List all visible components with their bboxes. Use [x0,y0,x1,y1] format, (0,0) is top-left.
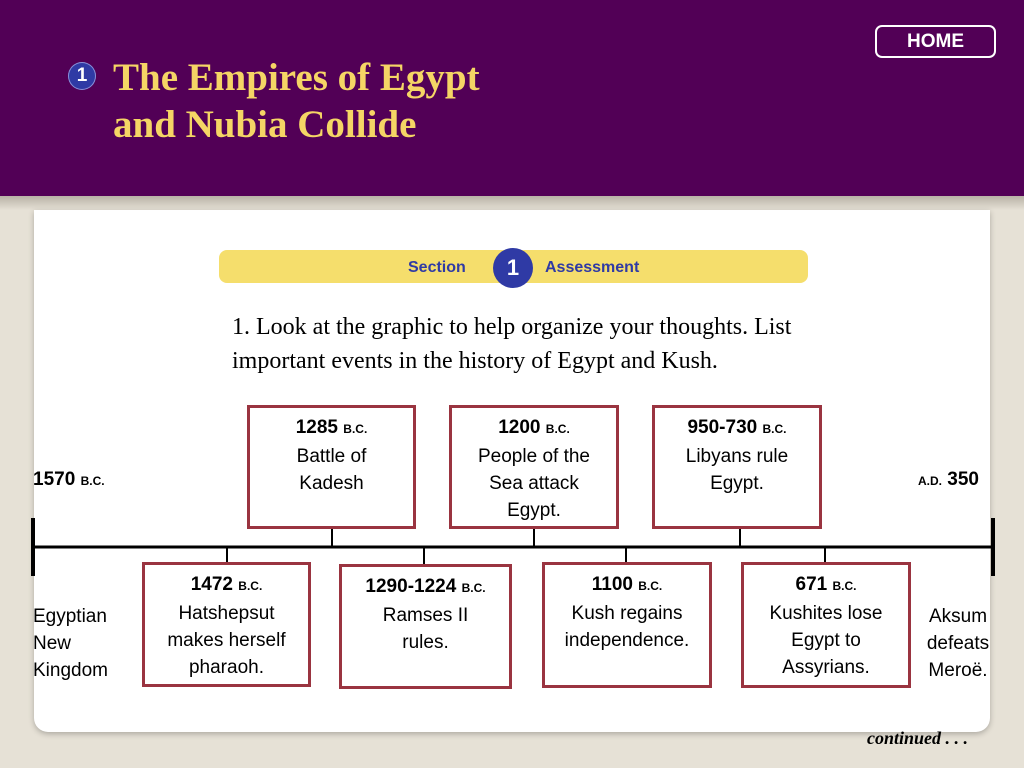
section-label: Section [408,259,466,276]
section-number-badge: 1 [68,62,96,90]
title-line-2: and Nubia Collide [113,103,417,146]
event-box-below [339,564,512,689]
home-button[interactable]: HOME [875,25,996,58]
event-text: Kush regains independence. [564,603,690,651]
event-box-below [542,562,712,688]
event-text: People of the Sea attack Egypt. [478,446,590,521]
event-date: 1100 [591,574,633,595]
event-box-above [652,405,822,529]
timeline-start-caption: Egyptian New Kingdom [33,606,108,681]
event-box-above [449,405,619,529]
event-era: B.C. [545,422,570,436]
end-date-value: 350 [947,469,979,490]
event-text: Ramses II rules. [382,605,469,653]
event-era: B.C. [238,579,263,593]
event-text: Battle of Kadesh [296,446,367,494]
start-date-value: 1570 [33,469,76,490]
event-date: 1290-1224 [365,576,457,597]
continued-label: continued . . . [867,728,969,748]
timeline-end-caption: Aksum defeats Meroë. [926,606,990,681]
event-date: 1200 [498,417,541,438]
event-text: Hatshepsut makes herself pharaoh. [167,603,286,678]
section-number-circle: 1 [493,248,533,288]
title-line-1: The Empires of Egypt [113,56,480,99]
assessment-label: Assessment [545,259,640,276]
start-date-era: B.C. [80,474,105,488]
event-box-below [142,562,311,687]
timeline-end-date [918,466,979,495]
event-date: 671 [795,574,828,595]
event-box-below [741,562,911,688]
event-era: B.C. [638,579,663,593]
event-date: 1472 [190,574,233,595]
event-text: Libyans rule Egypt. [685,446,789,494]
event-era: B.C. [343,422,368,436]
event-era: B.C. [461,581,486,595]
event-era: B.C. [762,422,787,436]
event-date: 950-730 [687,417,758,438]
event-text: Kushites lose Egypt to Assyrians. [769,603,883,678]
end-date-era: A.D. [918,474,942,488]
question-text: 1. Look at the graphic to help organize your thoughts. List important events in the history of Egypt and Kush. [232,314,792,374]
event-date: 1285 [295,417,338,438]
timeline-start-date [33,466,105,495]
event-box-above [247,405,416,529]
event-era: B.C. [832,579,857,593]
